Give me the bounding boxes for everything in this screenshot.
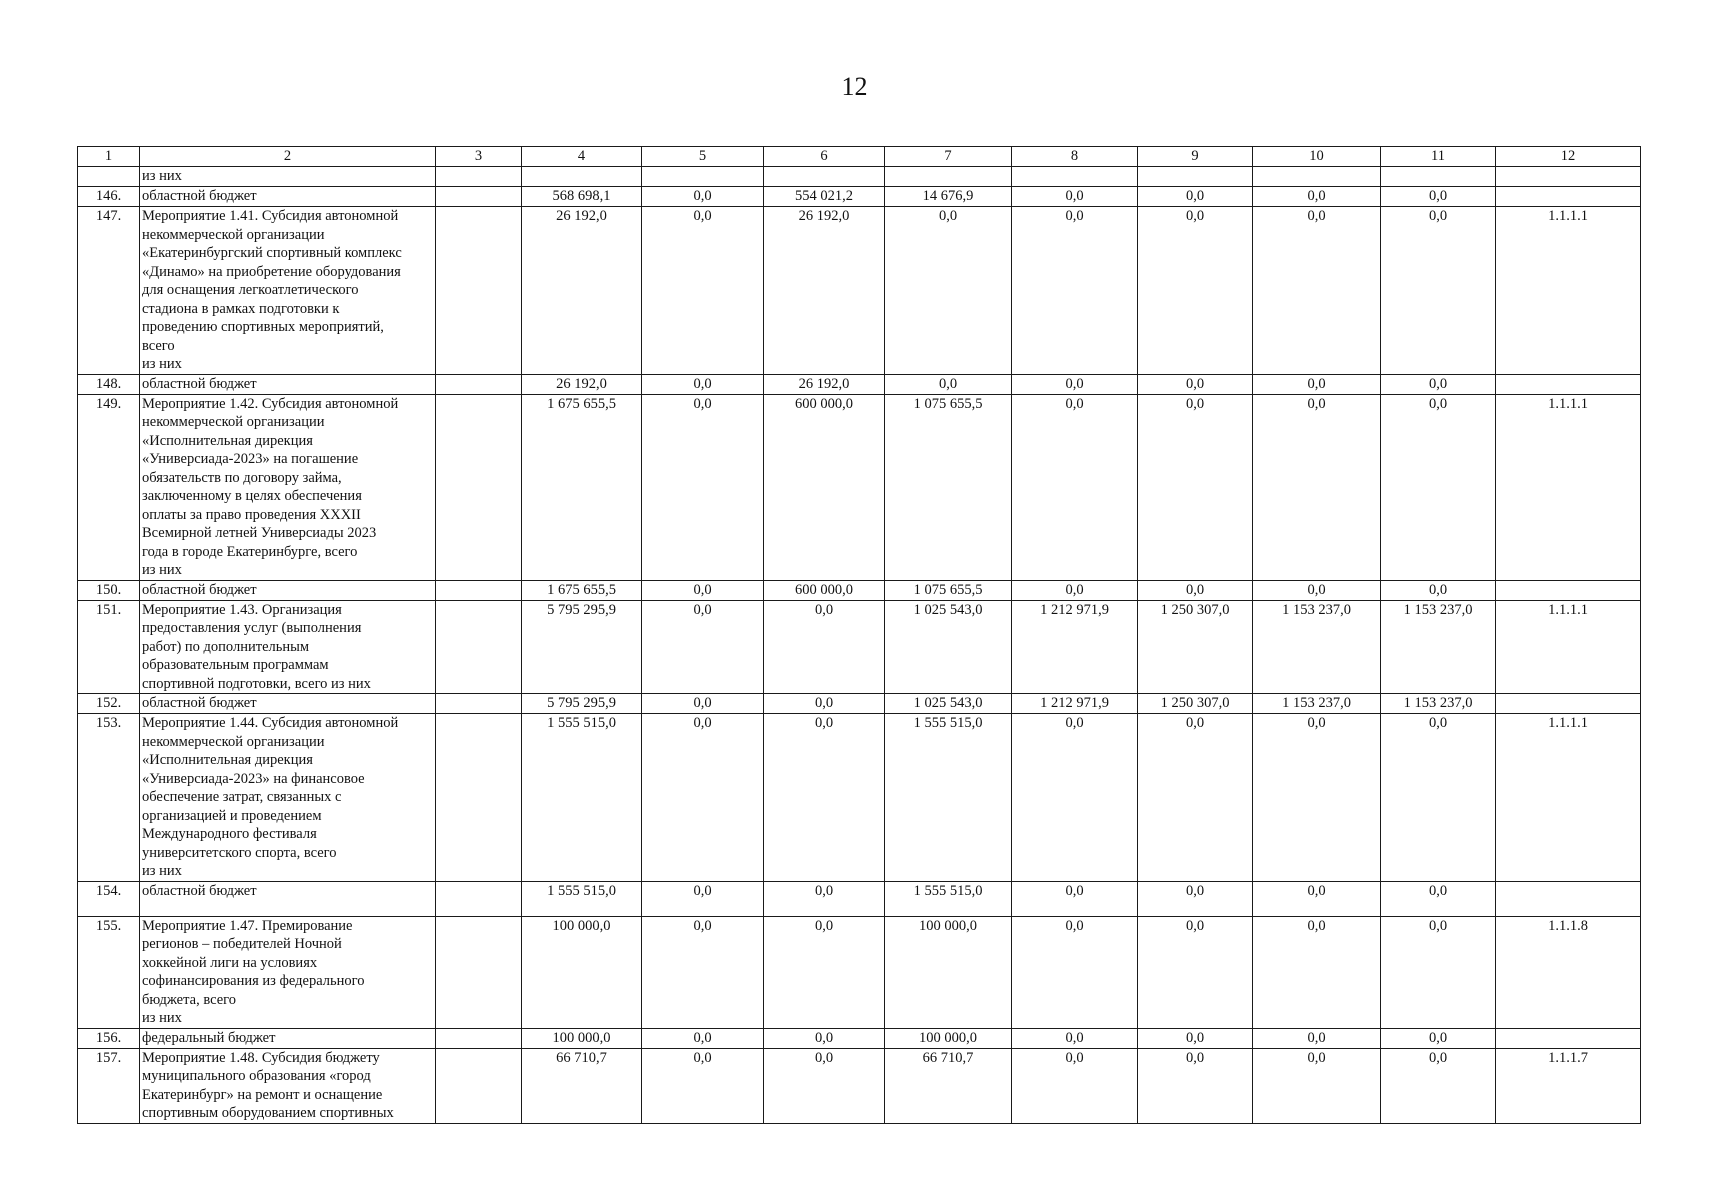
column-header: 5 [642, 147, 764, 167]
amount-cell: 600 000,0 [764, 394, 885, 580]
amount-cell: 0,0 [764, 916, 885, 1028]
row-number [78, 167, 140, 187]
amount-cell: 1 555 515,0 [885, 714, 1012, 882]
row-description: областной бюджет [140, 580, 436, 600]
amount-cell: 1 153 237,0 [1381, 600, 1496, 694]
amount-cell [436, 374, 522, 394]
amount-cell: 0,0 [642, 694, 764, 714]
column-header: 4 [522, 147, 642, 167]
amount-cell: 0,0 [1138, 1028, 1253, 1048]
amount-cell: 0,0 [1253, 1048, 1381, 1123]
amount-cell: 1 212 971,9 [1012, 694, 1138, 714]
amount-cell [1138, 167, 1253, 187]
amount-cell [436, 1028, 522, 1048]
table-row [78, 916, 1641, 1028]
row-number: 147. [78, 207, 140, 375]
row-number: 152. [78, 694, 140, 714]
amount-cell: 5 795 295,9 [522, 600, 642, 694]
amount-cell: 1 212 971,9 [1012, 600, 1138, 694]
amount-cell: 0,0 [1012, 394, 1138, 580]
amount-cell: 0,0 [1012, 714, 1138, 882]
amount-cell: 0,0 [885, 207, 1012, 375]
amount-cell [436, 916, 522, 1028]
column-header: 6 [764, 147, 885, 167]
amount-cell [436, 207, 522, 375]
amount-cell [1381, 167, 1496, 187]
amount-cell: 0,0 [1138, 374, 1253, 394]
amount-cell: 1 153 237,0 [1253, 600, 1381, 694]
amount-cell: 0,0 [1138, 881, 1253, 916]
target-code [1496, 881, 1641, 916]
amount-cell: 1 555 515,0 [522, 881, 642, 916]
amount-cell: 0,0 [1253, 881, 1381, 916]
column-header: 1 [78, 147, 140, 167]
row-description: областной бюджет [140, 881, 436, 916]
amount-cell: 26 192,0 [522, 207, 642, 375]
amount-cell: 0,0 [764, 694, 885, 714]
row-number: 150. [78, 580, 140, 600]
amount-cell: 1 153 237,0 [1381, 694, 1496, 714]
amount-cell: 0,0 [885, 374, 1012, 394]
amount-cell: 0,0 [1012, 1028, 1138, 1048]
amount-cell: 0,0 [642, 916, 764, 1028]
amount-cell: 0,0 [1253, 1028, 1381, 1048]
amount-cell: 1 153 237,0 [1253, 694, 1381, 714]
amount-cell: 600 000,0 [764, 580, 885, 600]
target-code: 1.1.1.1 [1496, 207, 1641, 375]
amount-cell: 0,0 [1138, 1048, 1253, 1123]
target-code: 1.1.1.1 [1496, 714, 1641, 882]
row-number: 148. [78, 374, 140, 394]
column-number-row [78, 147, 1641, 167]
row-number: 153. [78, 714, 140, 882]
amount-cell: 0,0 [642, 881, 764, 916]
amount-cell: 1 075 655,5 [885, 580, 1012, 600]
amount-cell: 0,0 [1381, 374, 1496, 394]
amount-cell: 0,0 [1253, 187, 1381, 207]
column-header: 8 [1012, 147, 1138, 167]
amount-cell: 1 675 655,5 [522, 394, 642, 580]
amount-cell: 0,0 [1012, 207, 1138, 375]
row-number: 151. [78, 600, 140, 694]
amount-cell: 100 000,0 [885, 916, 1012, 1028]
amount-cell: 100 000,0 [885, 1028, 1012, 1048]
table-row [78, 167, 1641, 187]
amount-cell: 0,0 [764, 714, 885, 882]
target-code [1496, 694, 1641, 714]
amount-cell: 1 555 515,0 [885, 881, 1012, 916]
amount-cell: 0,0 [1253, 714, 1381, 882]
amount-cell [436, 714, 522, 882]
row-description: Мероприятие 1.44. Субсидия автономной некоммерческой организации «Исполнительная дирекция «Универсиада-2023» на финансовое обеспечение затрат, связанных с организацией и проведением Международного фестиваля университетского спорта, всего из них [140, 714, 436, 882]
row-number: 154. [78, 881, 140, 916]
amount-cell: 1 250 307,0 [1138, 694, 1253, 714]
amount-cell: 0,0 [1138, 394, 1253, 580]
column-header: 7 [885, 147, 1012, 167]
target-code [1496, 374, 1641, 394]
row-description: областной бюджет [140, 187, 436, 207]
column-header: 2 [140, 147, 436, 167]
amount-cell: 0,0 [642, 187, 764, 207]
amount-cell: 0,0 [642, 600, 764, 694]
amount-cell [436, 600, 522, 694]
target-code: 1.1.1.1 [1496, 394, 1641, 580]
amount-cell: 0,0 [642, 374, 764, 394]
amount-cell: 1 025 543,0 [885, 694, 1012, 714]
table-row [78, 187, 1641, 207]
row-description: Мероприятие 1.48. Субсидия бюджету муниципального образования «город Екатеринбург» на ремонт и оснащение спортивным оборудованием спортивных [140, 1048, 436, 1123]
amount-cell: 0,0 [1381, 187, 1496, 207]
amount-cell: 0,0 [764, 881, 885, 916]
row-description: Мероприятие 1.47. Премирование регионов – победителей Ночной хоккейной лиги на условиях софинансирования из федерального бюджета, всего из них [140, 916, 436, 1028]
table-row [78, 207, 1641, 375]
amount-cell: 0,0 [642, 207, 764, 375]
table-row [78, 580, 1641, 600]
amount-cell: 0,0 [1381, 580, 1496, 600]
amount-cell [642, 167, 764, 187]
amount-cell [436, 881, 522, 916]
amount-cell: 66 710,7 [522, 1048, 642, 1123]
amount-cell: 0,0 [764, 1028, 885, 1048]
amount-cell: 0,0 [642, 714, 764, 882]
amount-cell: 0,0 [642, 394, 764, 580]
amount-cell: 0,0 [1253, 374, 1381, 394]
row-number: 157. [78, 1048, 140, 1123]
row-number: 149. [78, 394, 140, 580]
amount-cell: 554 021,2 [764, 187, 885, 207]
target-code [1496, 167, 1641, 187]
column-header: 12 [1496, 147, 1641, 167]
amount-cell: 0,0 [1138, 714, 1253, 882]
amount-cell: 568 698,1 [522, 187, 642, 207]
target-code [1496, 580, 1641, 600]
amount-cell: 0,0 [1138, 207, 1253, 375]
amount-cell [1012, 167, 1138, 187]
column-header: 9 [1138, 147, 1253, 167]
amount-cell: 0,0 [1138, 187, 1253, 207]
amount-cell: 0,0 [764, 1048, 885, 1123]
amount-cell: 100 000,0 [522, 1028, 642, 1048]
amount-cell [764, 167, 885, 187]
table-row [78, 394, 1641, 580]
target-code: 1.1.1.8 [1496, 916, 1641, 1028]
amount-cell: 0,0 [1381, 1028, 1496, 1048]
budget-table [77, 146, 1641, 1124]
amount-cell [522, 167, 642, 187]
amount-cell: 0,0 [1381, 1048, 1496, 1123]
amount-cell: 100 000,0 [522, 916, 642, 1028]
amount-cell [436, 694, 522, 714]
amount-cell: 1 025 543,0 [885, 600, 1012, 694]
amount-cell: 0,0 [1138, 916, 1253, 1028]
amount-cell: 0,0 [1012, 187, 1138, 207]
target-code: 1.1.1.1 [1496, 600, 1641, 694]
amount-cell: 26 192,0 [522, 374, 642, 394]
table-row [78, 714, 1641, 882]
amount-cell: 0,0 [642, 1048, 764, 1123]
column-header: 3 [436, 147, 522, 167]
row-number: 155. [78, 916, 140, 1028]
row-description: федеральный бюджет [140, 1028, 436, 1048]
amount-cell: 1 075 655,5 [885, 394, 1012, 580]
amount-cell: 0,0 [642, 580, 764, 600]
amount-cell [436, 1048, 522, 1123]
table-row [78, 1028, 1641, 1048]
amount-cell: 14 676,9 [885, 187, 1012, 207]
amount-cell [436, 394, 522, 580]
amount-cell [436, 167, 522, 187]
amount-cell [436, 580, 522, 600]
row-description: из них [140, 167, 436, 187]
amount-cell: 5 795 295,9 [522, 694, 642, 714]
amount-cell: 0,0 [764, 600, 885, 694]
amount-cell [1253, 167, 1381, 187]
amount-cell: 26 192,0 [764, 374, 885, 394]
amount-cell: 0,0 [1138, 580, 1253, 600]
amount-cell: 0,0 [1381, 881, 1496, 916]
row-number: 156. [78, 1028, 140, 1048]
amount-cell: 0,0 [1253, 916, 1381, 1028]
column-header: 11 [1381, 147, 1496, 167]
amount-cell: 0,0 [1012, 374, 1138, 394]
amount-cell: 0,0 [1381, 207, 1496, 375]
amount-cell: 0,0 [1381, 714, 1496, 882]
target-code [1496, 1028, 1641, 1048]
amount-cell: 0,0 [1253, 580, 1381, 600]
amount-cell: 0,0 [1012, 916, 1138, 1028]
amount-cell: 0,0 [642, 1028, 764, 1048]
amount-cell: 0,0 [1253, 207, 1381, 375]
target-code [1496, 187, 1641, 207]
page-number: 12 [841, 72, 868, 101]
row-description: областной бюджет [140, 374, 436, 394]
table-row [78, 694, 1641, 714]
table-body [78, 167, 1641, 1124]
row-description: Мероприятие 1.41. Субсидия автономной некоммерческой организации «Екатеринбургский спортивный комплекс «Динамо» на приобретение оборудования для оснащения легкоатлетического стадиона в рамках подготовки к проведению спортивных мероприятий, всего из них [140, 207, 436, 375]
amount-cell: 26 192,0 [764, 207, 885, 375]
row-description: Мероприятие 1.42. Субсидия автономной некоммерческой организации «Исполнительная дирекция «Универсиада-2023» на погашение обязательств по договору займа, заключенному в целях обеспечения оплаты за право проведения XXXII Всемирной летней Универсиады 2023 года в городе Екатеринбурге, всего из них [140, 394, 436, 580]
amount-cell: 1 555 515,0 [522, 714, 642, 882]
row-description: областной бюджет [140, 694, 436, 714]
amount-cell: 0,0 [1012, 881, 1138, 916]
amount-cell: 0,0 [1012, 580, 1138, 600]
amount-cell: 0,0 [1253, 394, 1381, 580]
amount-cell: 0,0 [1012, 1048, 1138, 1123]
row-description: Мероприятие 1.43. Организация предоставления услуг (выполнения работ) по дополнительным образовательным программам спортивной подготовки, всего из них [140, 600, 436, 694]
amount-cell: 0,0 [1381, 916, 1496, 1028]
table-row [78, 600, 1641, 694]
amount-cell [436, 187, 522, 207]
amount-cell: 0,0 [1381, 394, 1496, 580]
target-code: 1.1.1.7 [1496, 1048, 1641, 1123]
row-number: 146. [78, 187, 140, 207]
amount-cell: 66 710,7 [885, 1048, 1012, 1123]
table-row [78, 1048, 1641, 1123]
table-row [78, 881, 1641, 916]
amount-cell: 1 675 655,5 [522, 580, 642, 600]
column-header: 10 [1253, 147, 1381, 167]
table-row [78, 374, 1641, 394]
amount-cell [885, 167, 1012, 187]
amount-cell: 1 250 307,0 [1138, 600, 1253, 694]
